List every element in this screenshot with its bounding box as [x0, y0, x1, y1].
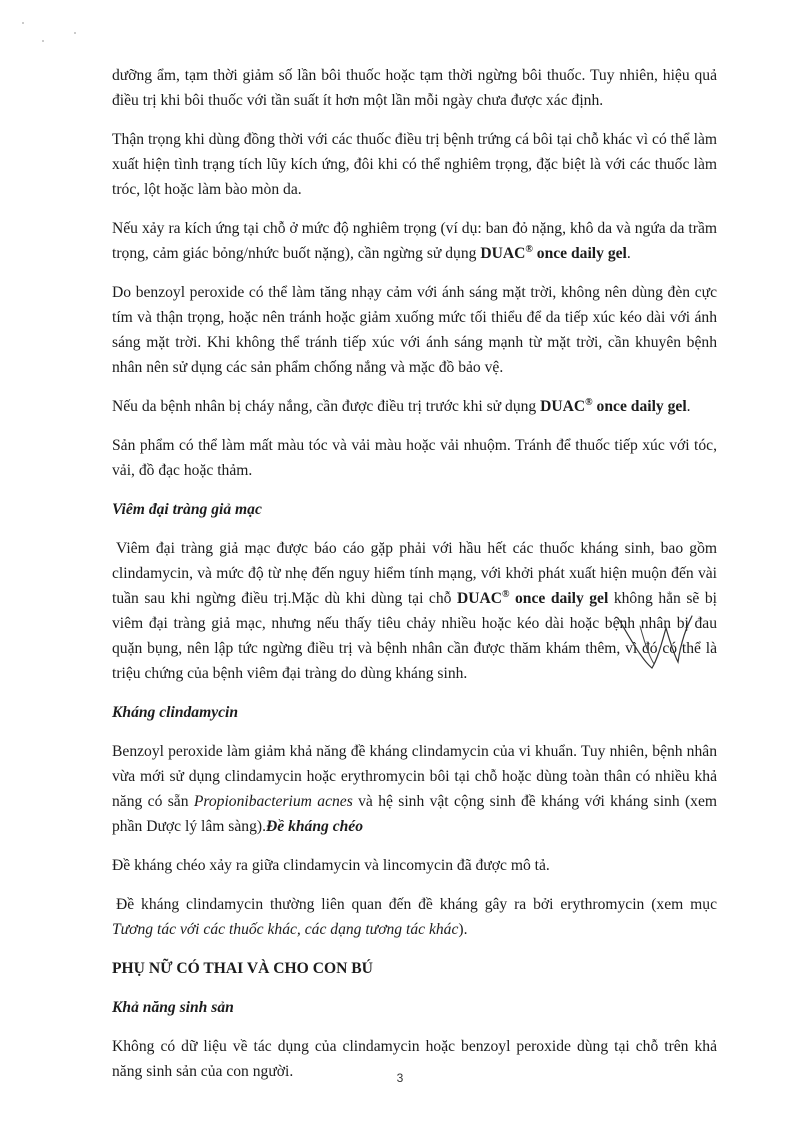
paragraph-colitis: Viêm đại tràng giả mạc được báo cáo gặp phải với hầu hết các thuốc kháng sinh, bao gồm clindamycin, và mức độ từ nhẹ đến nguy hiểm tính mạng, với khởi phát xuất hiện muộn đến vài tuần sau khi ngừng điều trị.Mặc dù khi dùng tại chỗ DUAC® once daily gel không hẳn sẽ bị viêm đại tràng giả mạc, nhưng nếu thấy tiêu chảy nhiều hoặc kéo dài hoặc bệnh nhân bị đau quặn bụng, nên lập tức ngừng điều trị và bệnh nhân cần được thăm khám thêm, vì đó có thể là triệu chứng của bệnh viêm đại tràng do dùng kháng sinh. — [112, 540, 717, 682]
document-page — [112, 63, 717, 1098]
scan-speck — [22, 22, 24, 24]
product-name: DUAC® once daily gel — [540, 396, 687, 415]
paragraph-cross-resistance: Đề kháng chéo xảy ra giữa clindamycin và lincomycin đã được mô tả. — [112, 857, 550, 874]
paragraph-erythromycin: Đề kháng clindamycin thường liên quan đến đề kháng gây ra bởi erythromycin (xem mục Tương tác với các thuốc khác, các dạng tương tác khác). — [112, 896, 717, 938]
paragraph-sunlight: Do benzoyl peroxide có thể làm tăng nhạy cảm với ánh sáng mặt trời, không nên dùng đèn cực tím và thận trọng, hoặc nên tránh hoặc giảm xuống mức tối thiểu để da tiếp xúc kéo dài với ánh sáng mặt trời. Khi không thể tránh tiếp xúc với ánh sáng mạnh từ mặt trời, cần khuyên bệnh nhân nên sử dụng các sản phẩm chống nắng và mặc đồ bảo vệ. — [112, 284, 717, 376]
product-name: DUAC® once daily gel — [480, 243, 627, 262]
paragraph-sunburn: Nếu da bệnh nhân bị cháy nắng, cần được điều trị trước khi sử dụng DUAC® once daily gel. — [112, 396, 691, 415]
heading-colitis: Viêm đại tràng giả mạc — [112, 501, 262, 518]
scan-speck — [74, 32, 76, 34]
product-name: DUAC® once daily gel — [456, 588, 609, 607]
page-number: 3 — [396, 1071, 404, 1085]
paragraph-discoloration: Sản phẩm có thể làm mất màu tóc và vải màu hoặc vải nhuộm. Tránh để thuốc tiếp xúc với tóc, vải, đồ đạc hoặc thảm. — [112, 437, 717, 479]
handwritten-signature — [600, 608, 700, 678]
paragraph-severe-irritation: Nếu xảy ra kích ứng tại chỗ ở mức độ nghiêm trọng (ví dụ: ban đỏ nặng, khô da và ngứa da trầm trọng, cảm giác bỏng/nhức buốt nặng), cần ngừng sử dụng DUAC® once daily gel. — [112, 220, 717, 262]
heading-pregnancy: PHỤ NỮ CÓ THAI VÀ CHO CON BÚ — [112, 960, 373, 977]
paragraph-concomitant-use: Thận trọng khi dùng đồng thời với các thuốc điều trị bệnh trứng cá bôi tại chỗ khác vì có thể làm xuất hiện tình trạng tích lũy kích ứng, đôi khi có thể nghiêm trọng, đặc biệt là với các thuốc làm tróc, lột hoặc làm bào mòn da. — [112, 131, 717, 198]
scan-speck — [42, 40, 44, 42]
heading-fertility: Khả năng sinh sản — [112, 999, 234, 1016]
paragraph-resistance: Benzoyl peroxide làm giảm khả năng đề kháng clindamycin của vi khuẩn. Tuy nhiên, bệnh nhân vừa mới sử dụng clindamycin hoặc erythromycin bôi tại chỗ hoặc dùng toàn thân có nhiều khả năng có sẵn Propionibacterium acnes và hệ sinh vật cộng sinh đề kháng với kháng sinh (xem phần Dược lý lâm sàng).Đề kháng chéo — [112, 743, 718, 835]
paragraph-moisturizer: dưỡng ẩm, tạm thời giảm số lần bôi thuốc hoặc tạm thời ngừng bôi thuốc. Tuy nhiên, hiệu quả điều trị khi bôi thuốc với tần suất ít hơn một lần mỗi ngày chưa được xác định. — [112, 67, 717, 109]
paragraph-fertility: Không có dữ liệu về tác dụng của clindamycin hoặc benzoyl peroxide dùng tại chỗ trên khả năng sinh sản của con người. — [112, 1038, 717, 1080]
heading-resistance: Kháng clindamycin — [112, 704, 239, 721]
heading-cross-resistance: Đề kháng chéo — [265, 818, 364, 835]
